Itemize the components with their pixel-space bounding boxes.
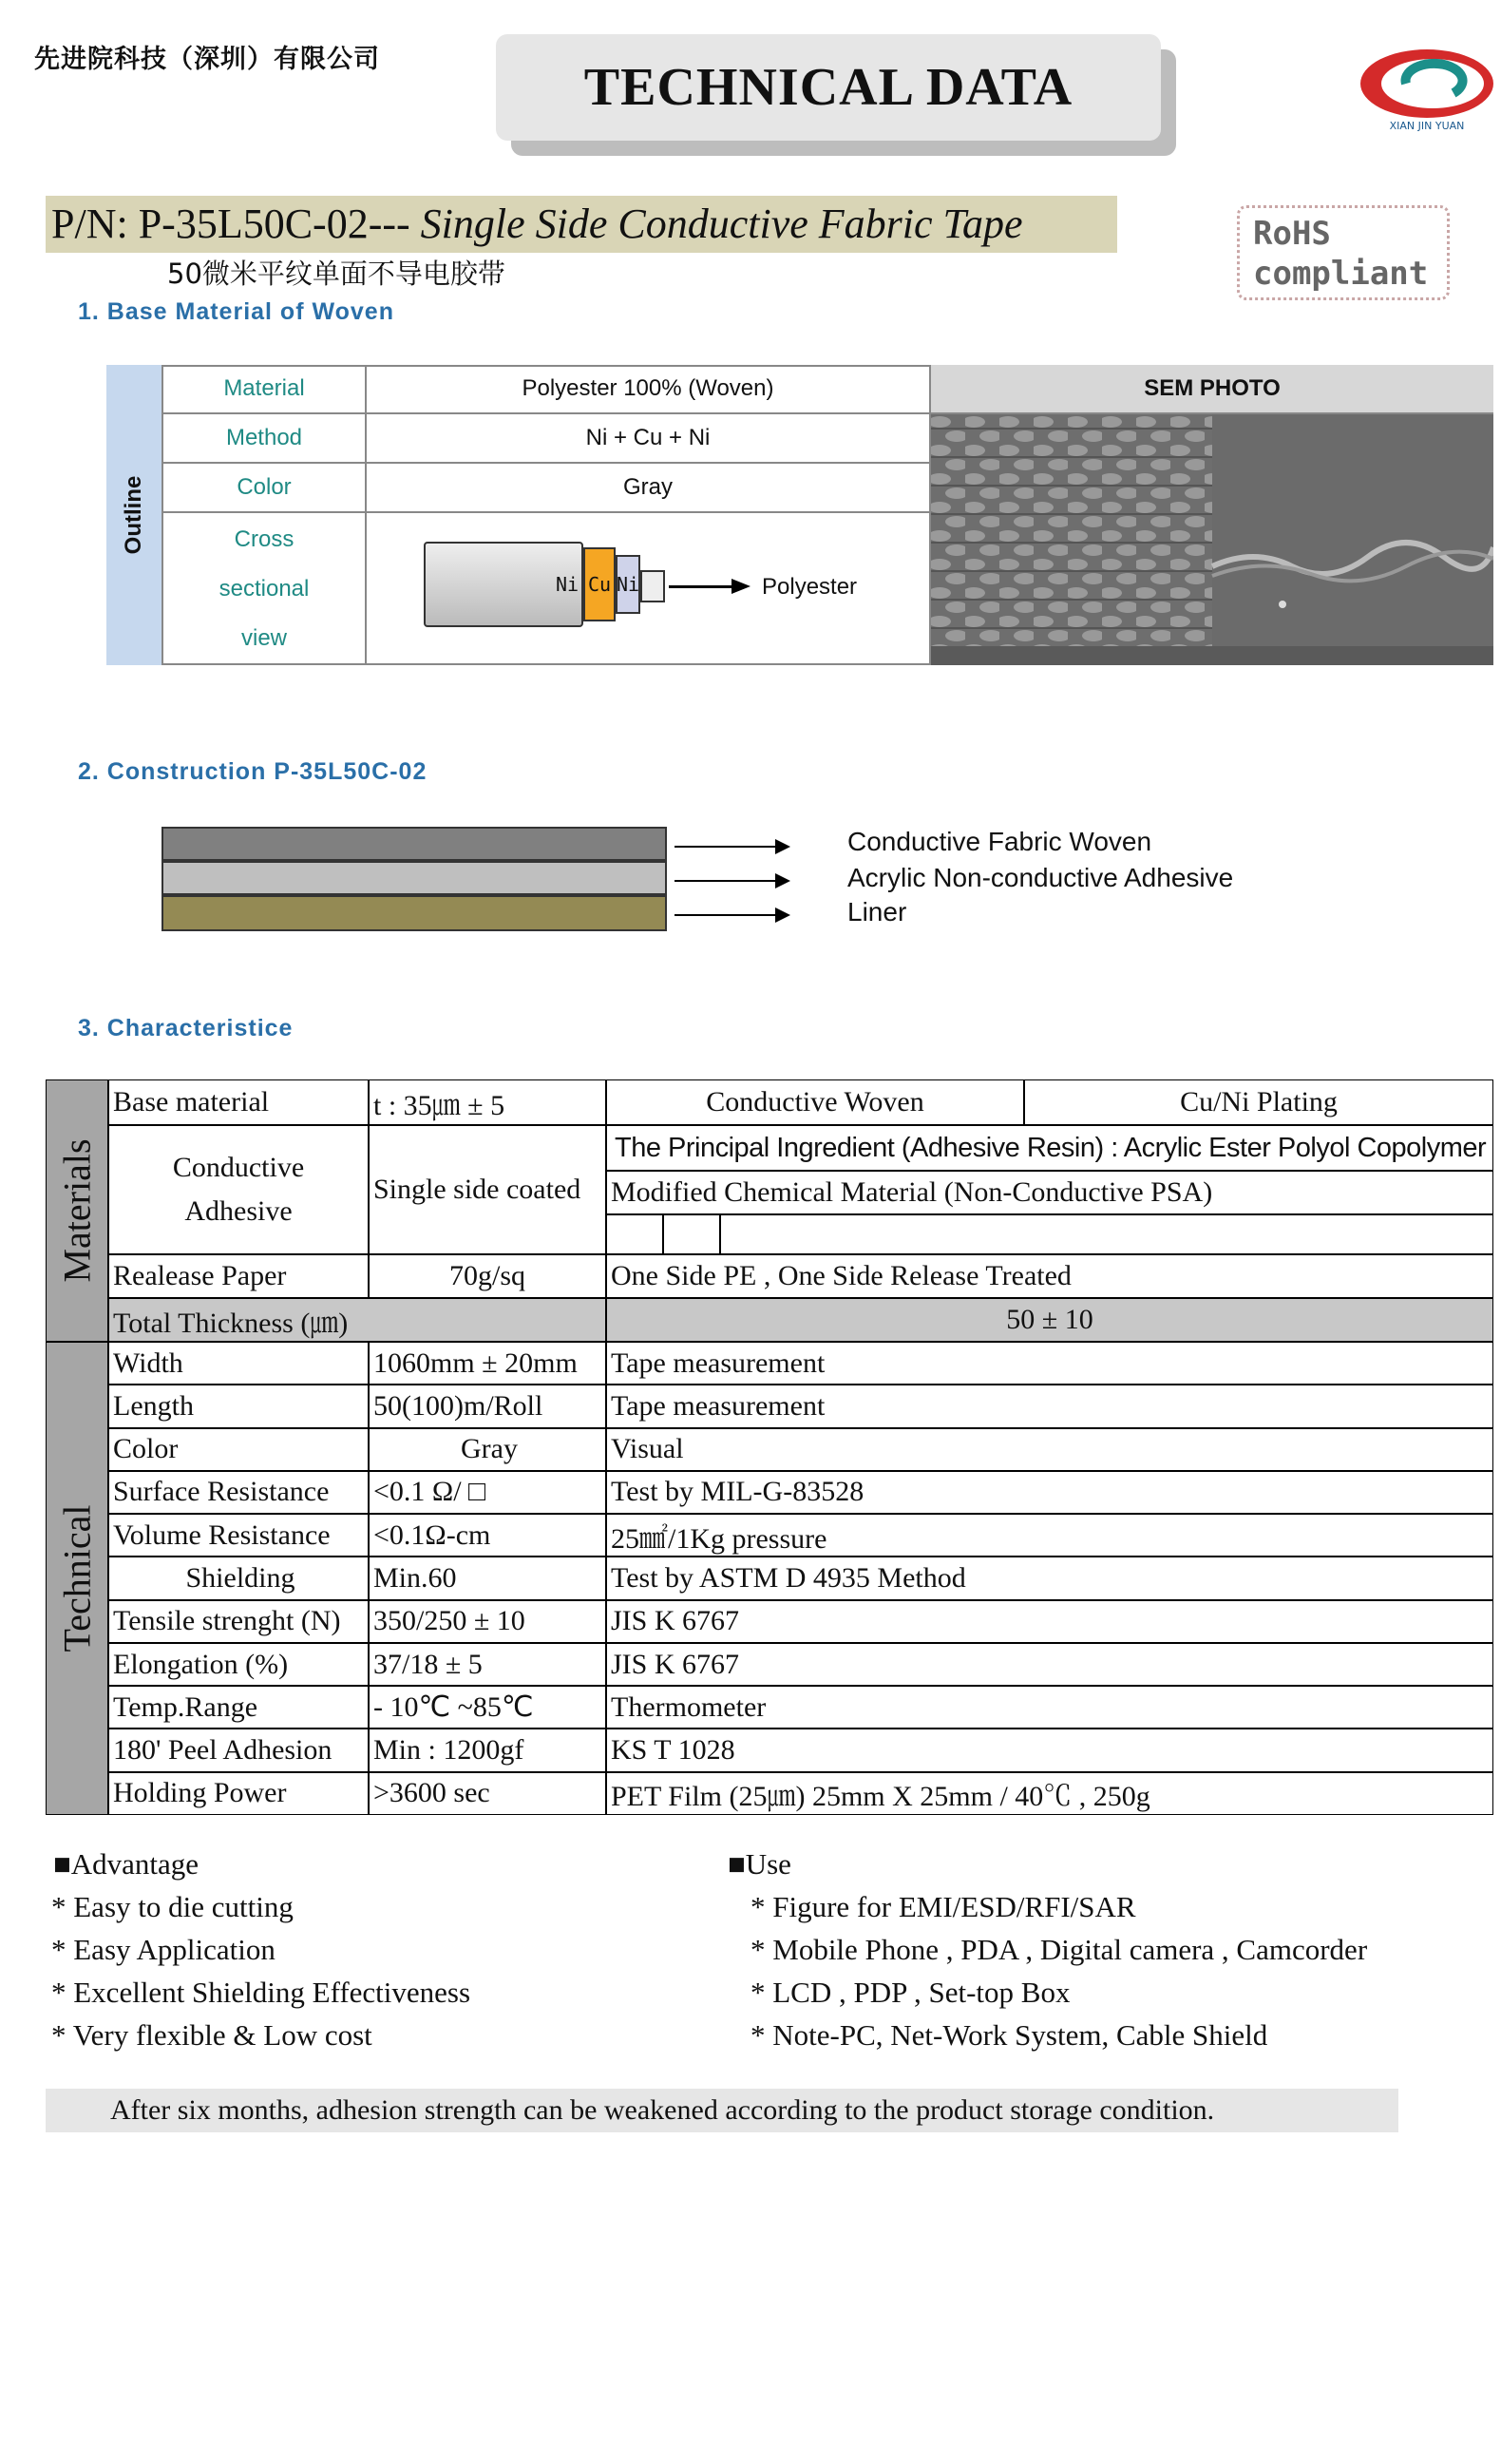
advantage-list xyxy=(51,1885,470,2056)
part-number xyxy=(51,200,1023,248)
tech-row-label: Surface Resistance xyxy=(108,1471,369,1514)
polyester-label: Polyester xyxy=(762,574,858,600)
company-name: 先进院科技（深圳）有限公司 xyxy=(34,45,380,74)
tech-row-label: Length xyxy=(108,1385,369,1427)
use-list xyxy=(750,1885,1367,2056)
materials-side-label: Materials xyxy=(46,1079,108,1342)
tech-row-label: Shielding xyxy=(108,1557,369,1599)
tech-row-label: Holding Power xyxy=(108,1772,369,1815)
layer-liner xyxy=(162,895,667,931)
company-logo xyxy=(1349,38,1501,133)
list-item: * Easy to die cutting xyxy=(51,1890,294,1923)
tech-row-method: Tape measurement xyxy=(606,1342,1493,1385)
base-material-label: Base material xyxy=(108,1079,369,1125)
base-material-col2: Cu/Ni Plating xyxy=(1024,1079,1493,1125)
thickness-label: Total Thickness (㎛) xyxy=(108,1298,606,1342)
adhesive-line-1: The Principal Ingredient (Adhesive Resin) : Acrylic Ester Polyol Copolymer xyxy=(606,1125,1493,1171)
tech-row-method: 25㎟/1Kg pressure xyxy=(606,1514,1493,1557)
tech-row-spec: 50(100)m/Roll xyxy=(369,1385,606,1427)
layer-label-1: Conductive Fabric Woven xyxy=(847,827,1152,856)
logo-text: XIAN JIN YUAN xyxy=(1389,120,1465,132)
cu-layer: Cu xyxy=(583,547,616,621)
sem-photo-image xyxy=(931,414,1493,665)
color-value: Gray xyxy=(367,464,931,513)
base-material-spec: t : 35㎛ ± 5 xyxy=(369,1079,606,1125)
tech-row-label: 180' Peel Adhesion xyxy=(108,1729,369,1771)
outline-label: Outline xyxy=(106,365,163,665)
tech-row-method: PET Film (25㎛) 25mm X 25mm / 40℃ , 250g xyxy=(606,1772,1493,1815)
tech-row-method: Visual xyxy=(606,1428,1493,1471)
tech-row-method: Test by MIL-G-83528 xyxy=(606,1471,1493,1514)
advantage-heading: ■Advantage xyxy=(53,1847,200,1881)
adhesive-label: Conductive Adhesive xyxy=(108,1125,369,1254)
layer-label-2: Acrylic Non-conductive Adhesive xyxy=(847,863,1234,892)
pn-description: Single Side Conductive Fabric Tape xyxy=(420,201,1023,247)
arrow-icon xyxy=(674,846,788,848)
adhesive-spec: Single side coated xyxy=(369,1125,606,1254)
tech-row-method: JIS K 6767 xyxy=(606,1600,1493,1643)
tech-row-label: Color xyxy=(108,1428,369,1471)
tech-row-spec: - 10℃ ~85℃ xyxy=(369,1686,606,1729)
tech-row-spec: Gray xyxy=(369,1428,606,1471)
list-item: * Figure for EMI/ESD/RFI/SAR xyxy=(750,1890,1136,1923)
ni-layer-2: Ni xyxy=(616,555,640,614)
sem-photo-header: SEM PHOTO xyxy=(931,365,1493,414)
cross-section-label: Cross sectional view xyxy=(163,513,367,665)
list-item: * Mobile Phone , PDA , Digital camera , Camcorder xyxy=(750,1933,1368,1966)
tech-row-spec: 1060mm ± 20mm xyxy=(369,1342,606,1385)
section-3-heading: 3. Characteristice xyxy=(78,1015,294,1041)
list-item: * Excellent Shielding Effectiveness xyxy=(51,1976,471,2009)
layer-label-3: Liner xyxy=(847,897,907,926)
release-value: One Side PE , One Side Release Treated xyxy=(606,1254,1493,1298)
tech-row-label: Elongation (%) xyxy=(108,1643,369,1686)
base-material-col1: Conductive Woven xyxy=(606,1079,1024,1125)
adhesive-empty-cell xyxy=(720,1214,1493,1254)
chinese-description: 50微米平纹单面不导电胶带 xyxy=(167,258,505,290)
tech-row-label: Temp.Range xyxy=(108,1686,369,1729)
adhesive-empty-cell xyxy=(663,1214,720,1254)
adhesive-empty-cell xyxy=(606,1214,663,1254)
section-1-heading: 1. Base Material of Woven xyxy=(78,298,394,325)
rohs-badge xyxy=(1237,205,1450,300)
tech-row-label: Tensile strenght (N) xyxy=(108,1600,369,1643)
method-label: Method xyxy=(163,414,367,464)
polyester-core xyxy=(640,570,665,602)
material-value: Polyester 100% (Woven) xyxy=(367,365,931,414)
release-label: Realease Paper xyxy=(108,1254,369,1298)
pn-prefix: P/N: P-35L50C-02--- xyxy=(51,201,410,247)
layer-conductive-fabric xyxy=(162,827,667,861)
release-spec: 70g/sq xyxy=(369,1254,606,1298)
tech-row-method: Test by ASTM D 4935 Method xyxy=(606,1557,1493,1599)
tech-row-method: KS T 1028 xyxy=(606,1729,1493,1771)
storage-note: After six months, adhesion strength can be weakened according to the product storage condition. xyxy=(46,2089,1398,2132)
tech-row-spec: Min.60 xyxy=(369,1557,606,1599)
sem-photo xyxy=(931,414,1493,665)
technical-side-label: Technical xyxy=(46,1342,108,1815)
polyester-arrow xyxy=(669,585,733,588)
tech-row-method: Thermometer xyxy=(606,1686,1493,1729)
thickness-value: 50 ± 10 xyxy=(606,1298,1493,1342)
tech-row-spec: >3600 sec xyxy=(369,1772,606,1815)
tech-row-method: Tape measurement xyxy=(606,1385,1493,1427)
method-value: Ni + Cu + Ni xyxy=(367,414,931,464)
cross-section-diagram xyxy=(367,513,931,665)
list-item: * Note-PC, Net-Work System, Cable Shield xyxy=(750,2018,1268,2052)
arrow-icon xyxy=(674,914,788,916)
page-title: TECHNICAL DATA xyxy=(496,34,1161,141)
adhesive-line-2: Modified Chemical Material (Non-Conductive PSA) xyxy=(606,1171,1493,1214)
color-label: Color xyxy=(163,464,367,513)
ni-layer-1: Ni xyxy=(555,573,580,596)
material-label: Material xyxy=(163,365,367,414)
tech-row-spec: 350/250 ± 10 xyxy=(369,1600,606,1643)
use-heading: ■Use xyxy=(728,1847,791,1881)
section-2-heading: 2. Construction P-35L50C-02 xyxy=(78,758,428,785)
tech-row-spec: <0.1 Ω/ □ xyxy=(369,1471,606,1514)
tech-row-label: Volume Resistance xyxy=(108,1514,369,1557)
list-item: * Easy Application xyxy=(51,1933,276,1966)
list-item: * LCD , PDP , Set-top Box xyxy=(750,1976,1071,2009)
arrow-head-icon xyxy=(732,579,750,594)
tech-row-spec: 37/18 ± 5 xyxy=(369,1643,606,1686)
list-item: * Very flexible & Low cost xyxy=(51,2018,372,2052)
tech-row-spec: Min : 1200gf xyxy=(369,1729,606,1771)
rohs-line-2: compliant xyxy=(1253,255,1429,293)
arrow-icon xyxy=(674,880,788,882)
tech-row-method: JIS K 6767 xyxy=(606,1643,1493,1686)
tech-row-label: Width xyxy=(108,1342,369,1385)
layer-adhesive xyxy=(162,861,667,895)
rohs-line-1: RoHS xyxy=(1253,215,1331,253)
tech-row-spec: <0.1Ω-cm xyxy=(369,1514,606,1557)
characteristics-table xyxy=(46,1079,1493,1815)
